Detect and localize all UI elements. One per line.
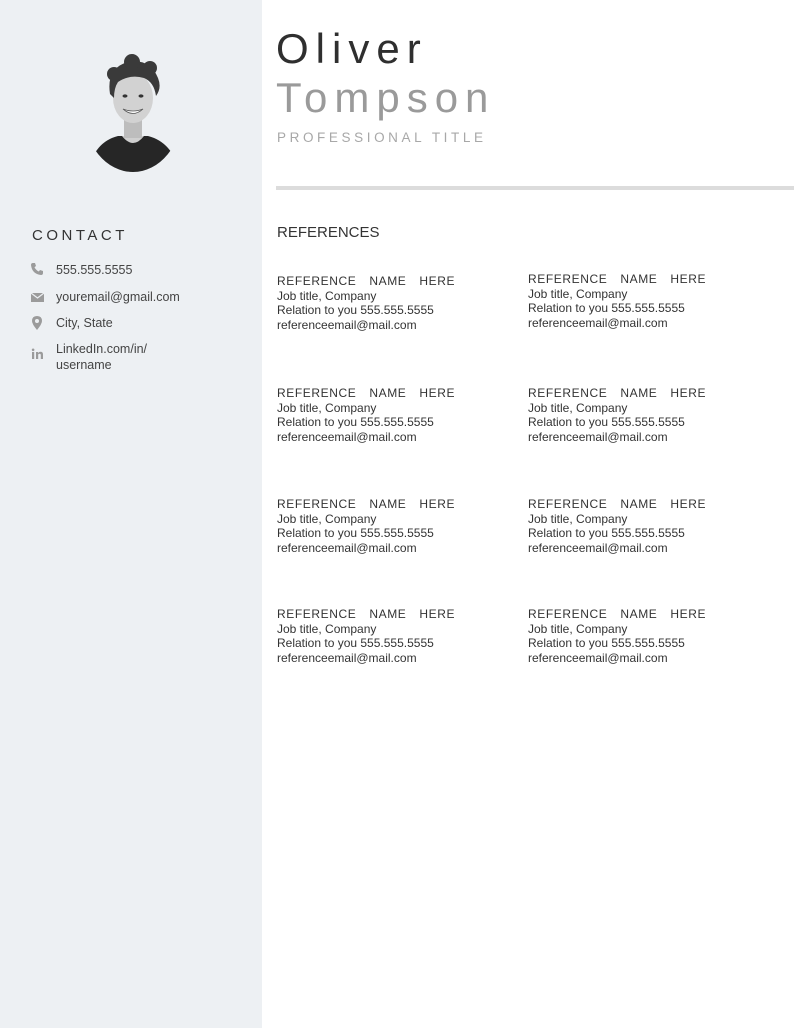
email-icon	[30, 289, 46, 305]
reference-job: Job title, Company	[528, 286, 628, 301]
reference-relation: Relation to you 555.555.5555	[277, 303, 434, 317]
reference-relation: Relation to you 555.555.5555	[528, 636, 685, 650]
reference-job: Job title, Company	[277, 511, 377, 526]
reference-email: referenceemail@mail.com	[528, 429, 668, 444]
reference-entry	[528, 497, 707, 555]
reference-name: REFERENCE NAME HERE	[277, 386, 456, 400]
professional-title: PROFESSIONAL TITLE	[277, 130, 487, 145]
linkedin-text-line2: username	[56, 358, 112, 372]
header-divider	[276, 186, 794, 190]
reference-name: REFERENCE NAME HERE	[528, 607, 707, 621]
location-text: City, State	[56, 316, 113, 330]
reference-job: Job title, Company	[277, 288, 377, 303]
reference-relation: Relation to you 555.555.5555	[277, 526, 434, 540]
location-icon	[30, 315, 46, 331]
reference-email: referenceemail@mail.com	[277, 650, 417, 665]
contact-list	[30, 262, 250, 375]
reference-email: referenceemail@mail.com	[528, 540, 668, 555]
reference-job: Job title, Company	[277, 400, 377, 415]
reference-job: Job title, Company	[528, 511, 628, 526]
reference-relation: Relation to you 555.555.5555	[528, 526, 685, 540]
reference-job: Job title, Company	[528, 400, 628, 415]
contact-heading: CONTACT	[32, 227, 128, 244]
contact-location	[30, 315, 250, 341]
reference-relation: Relation to you 555.555.5555	[528, 415, 685, 429]
reference-email: referenceemail@mail.com	[277, 429, 417, 444]
sidebar	[0, 0, 262, 1028]
reference-entry	[528, 272, 707, 330]
email-text: youremail@gmail.com	[56, 290, 180, 304]
reference-entry	[277, 274, 456, 332]
reference-entry	[277, 607, 456, 665]
references-heading: REFERENCES	[277, 224, 380, 241]
contact-email	[30, 289, 250, 315]
reference-name: REFERENCE NAME HERE	[277, 274, 456, 288]
phone-text: 555.555.5555	[56, 263, 133, 277]
reference-entry	[277, 497, 456, 555]
reference-email: referenceemail@mail.com	[528, 315, 668, 330]
reference-name: REFERENCE NAME HERE	[277, 497, 456, 511]
reference-name: REFERENCE NAME HERE	[277, 607, 456, 621]
reference-entry	[277, 386, 456, 444]
reference-relation: Relation to you 555.555.5555	[277, 415, 434, 429]
linkedin-text-line1: LinkedIn.com/in/	[56, 342, 148, 356]
reference-name: REFERENCE NAME HERE	[528, 386, 707, 400]
reference-job: Job title, Company	[528, 621, 628, 636]
reference-entry	[528, 386, 707, 444]
first-name: Oliver	[276, 25, 428, 72]
contact-linkedin	[30, 341, 250, 375]
linkedin-icon	[30, 347, 46, 363]
reference-email: referenceemail@mail.com	[528, 650, 668, 665]
reference-relation: Relation to you 555.555.5555	[528, 301, 685, 315]
reference-relation: Relation to you 555.555.5555	[277, 636, 434, 650]
reference-name: REFERENCE NAME HERE	[528, 497, 707, 511]
contact-phone	[30, 262, 250, 289]
phone-icon	[30, 262, 46, 278]
reference-job: Job title, Company	[277, 621, 377, 636]
reference-email: referenceemail@mail.com	[277, 540, 417, 555]
reference-entry	[528, 607, 707, 665]
profile-photo	[84, 54, 182, 172]
reference-name: REFERENCE NAME HERE	[528, 272, 707, 286]
reference-email: referenceemail@mail.com	[277, 317, 417, 332]
last-name: Tompson	[276, 74, 496, 121]
